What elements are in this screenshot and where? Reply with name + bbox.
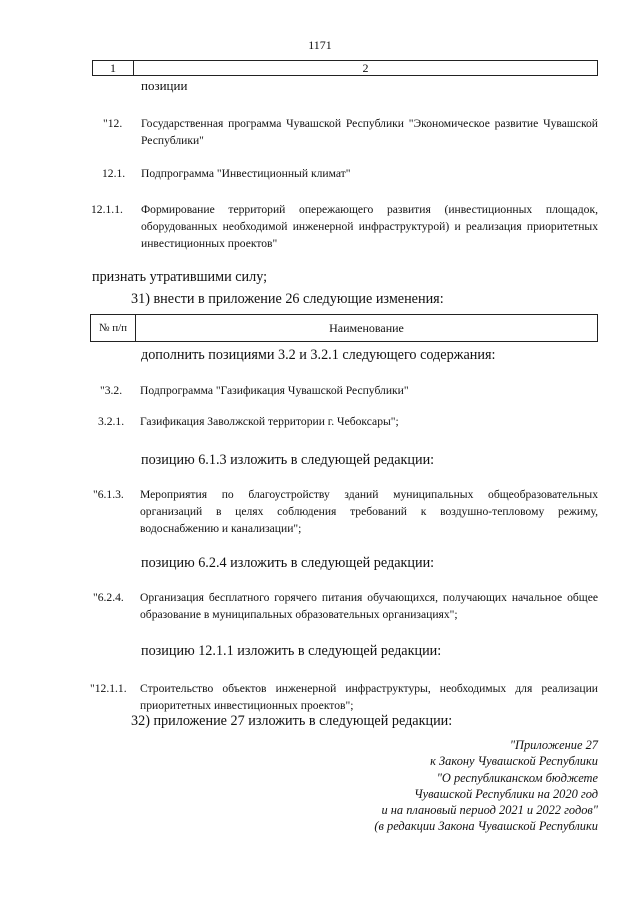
item-text: Мероприятия по благоустройству зданий муниципальных общеобразовательных организаций в целях соблюдения требований к воздушно-тепловому режиму, водоснабжению и канализации";: [140, 488, 598, 535]
paragraph: 31) внести в приложение 26 следующие изменения:: [131, 291, 444, 307]
appendix-line: к Закону Чувашской Республики: [430, 754, 598, 769]
appendix-line: "Приложение 27: [509, 738, 598, 752]
paragraph: признать утратившими силу;: [92, 269, 268, 285]
column-header-name: Наименование: [136, 315, 598, 342]
item-text: Подпрограмма "Газификация Чувашской Республики": [140, 384, 409, 397]
paragraph: позицию 12.1.1 изложить в следующей редакции:: [141, 643, 442, 659]
item-number: "6.1.3.: [93, 488, 124, 501]
item-number: "12.1.1.: [90, 682, 127, 695]
item-text: Газификация Заволжской территории г. Чебоксары";: [140, 415, 399, 428]
paragraph: позицию 6.1.3 изложить в следующей редакции:: [141, 452, 435, 468]
appendix-line: "О республиканском бюджете: [436, 770, 598, 785]
item-text: Подпрограмма "Инвестиционный климат": [141, 167, 351, 180]
item-text: Государственная программа Чувашской Республики "Экономическое развитие Чувашской Республики": [141, 117, 598, 147]
appendix-line: и на плановый период 2021 и 2022 годов": [381, 803, 598, 818]
item-number: "3.2.: [100, 384, 123, 397]
item-text: Формирование территорий опережающего развития (инвестиционных площадок, оборудованных необходимой инженерной инфраструктурой) и реализация приоритетных инвестиционных проектов": [141, 203, 598, 250]
item-number: 12.1.: [102, 167, 126, 180]
appendix-header: [340, 737, 598, 835]
item-text: Организация бесплатного горячего питания обучающихся, получающих начальное общее образование в муниципальных образовательных организациях";: [140, 591, 598, 621]
column-header-table: [90, 314, 598, 342]
item-text: Строительство объектов инженерной инфраструктуры, необходимых для реализации приоритетных инвестиционных проектов";: [140, 682, 598, 712]
item-number: "6.2.4.: [93, 591, 124, 604]
paragraph: 32) приложение 27 изложить в следующей редакции:: [131, 713, 453, 729]
page-number: 1171: [308, 38, 332, 52]
paragraph: позицию 6.2.4 изложить в следующей редакции:: [141, 555, 435, 571]
block-title: позиции: [141, 78, 188, 93]
item-number: 3.2.1.: [98, 415, 125, 428]
item-number: 12.1.1.: [91, 203, 123, 216]
item-number: "12.: [103, 117, 123, 130]
column-header-number: № п/п: [91, 315, 136, 342]
appendix-line: Чувашской Республики на 2020 год: [414, 786, 598, 801]
appendix-line: (в редакции Закона Чувашской Республики: [374, 819, 598, 834]
column-header-table: [92, 60, 598, 76]
paragraph: дополнить позициями 3.2 и 3.2.1 следующего содержания:: [141, 347, 496, 363]
column-header-1: 1: [93, 61, 134, 76]
column-header-2: 2: [134, 61, 598, 76]
